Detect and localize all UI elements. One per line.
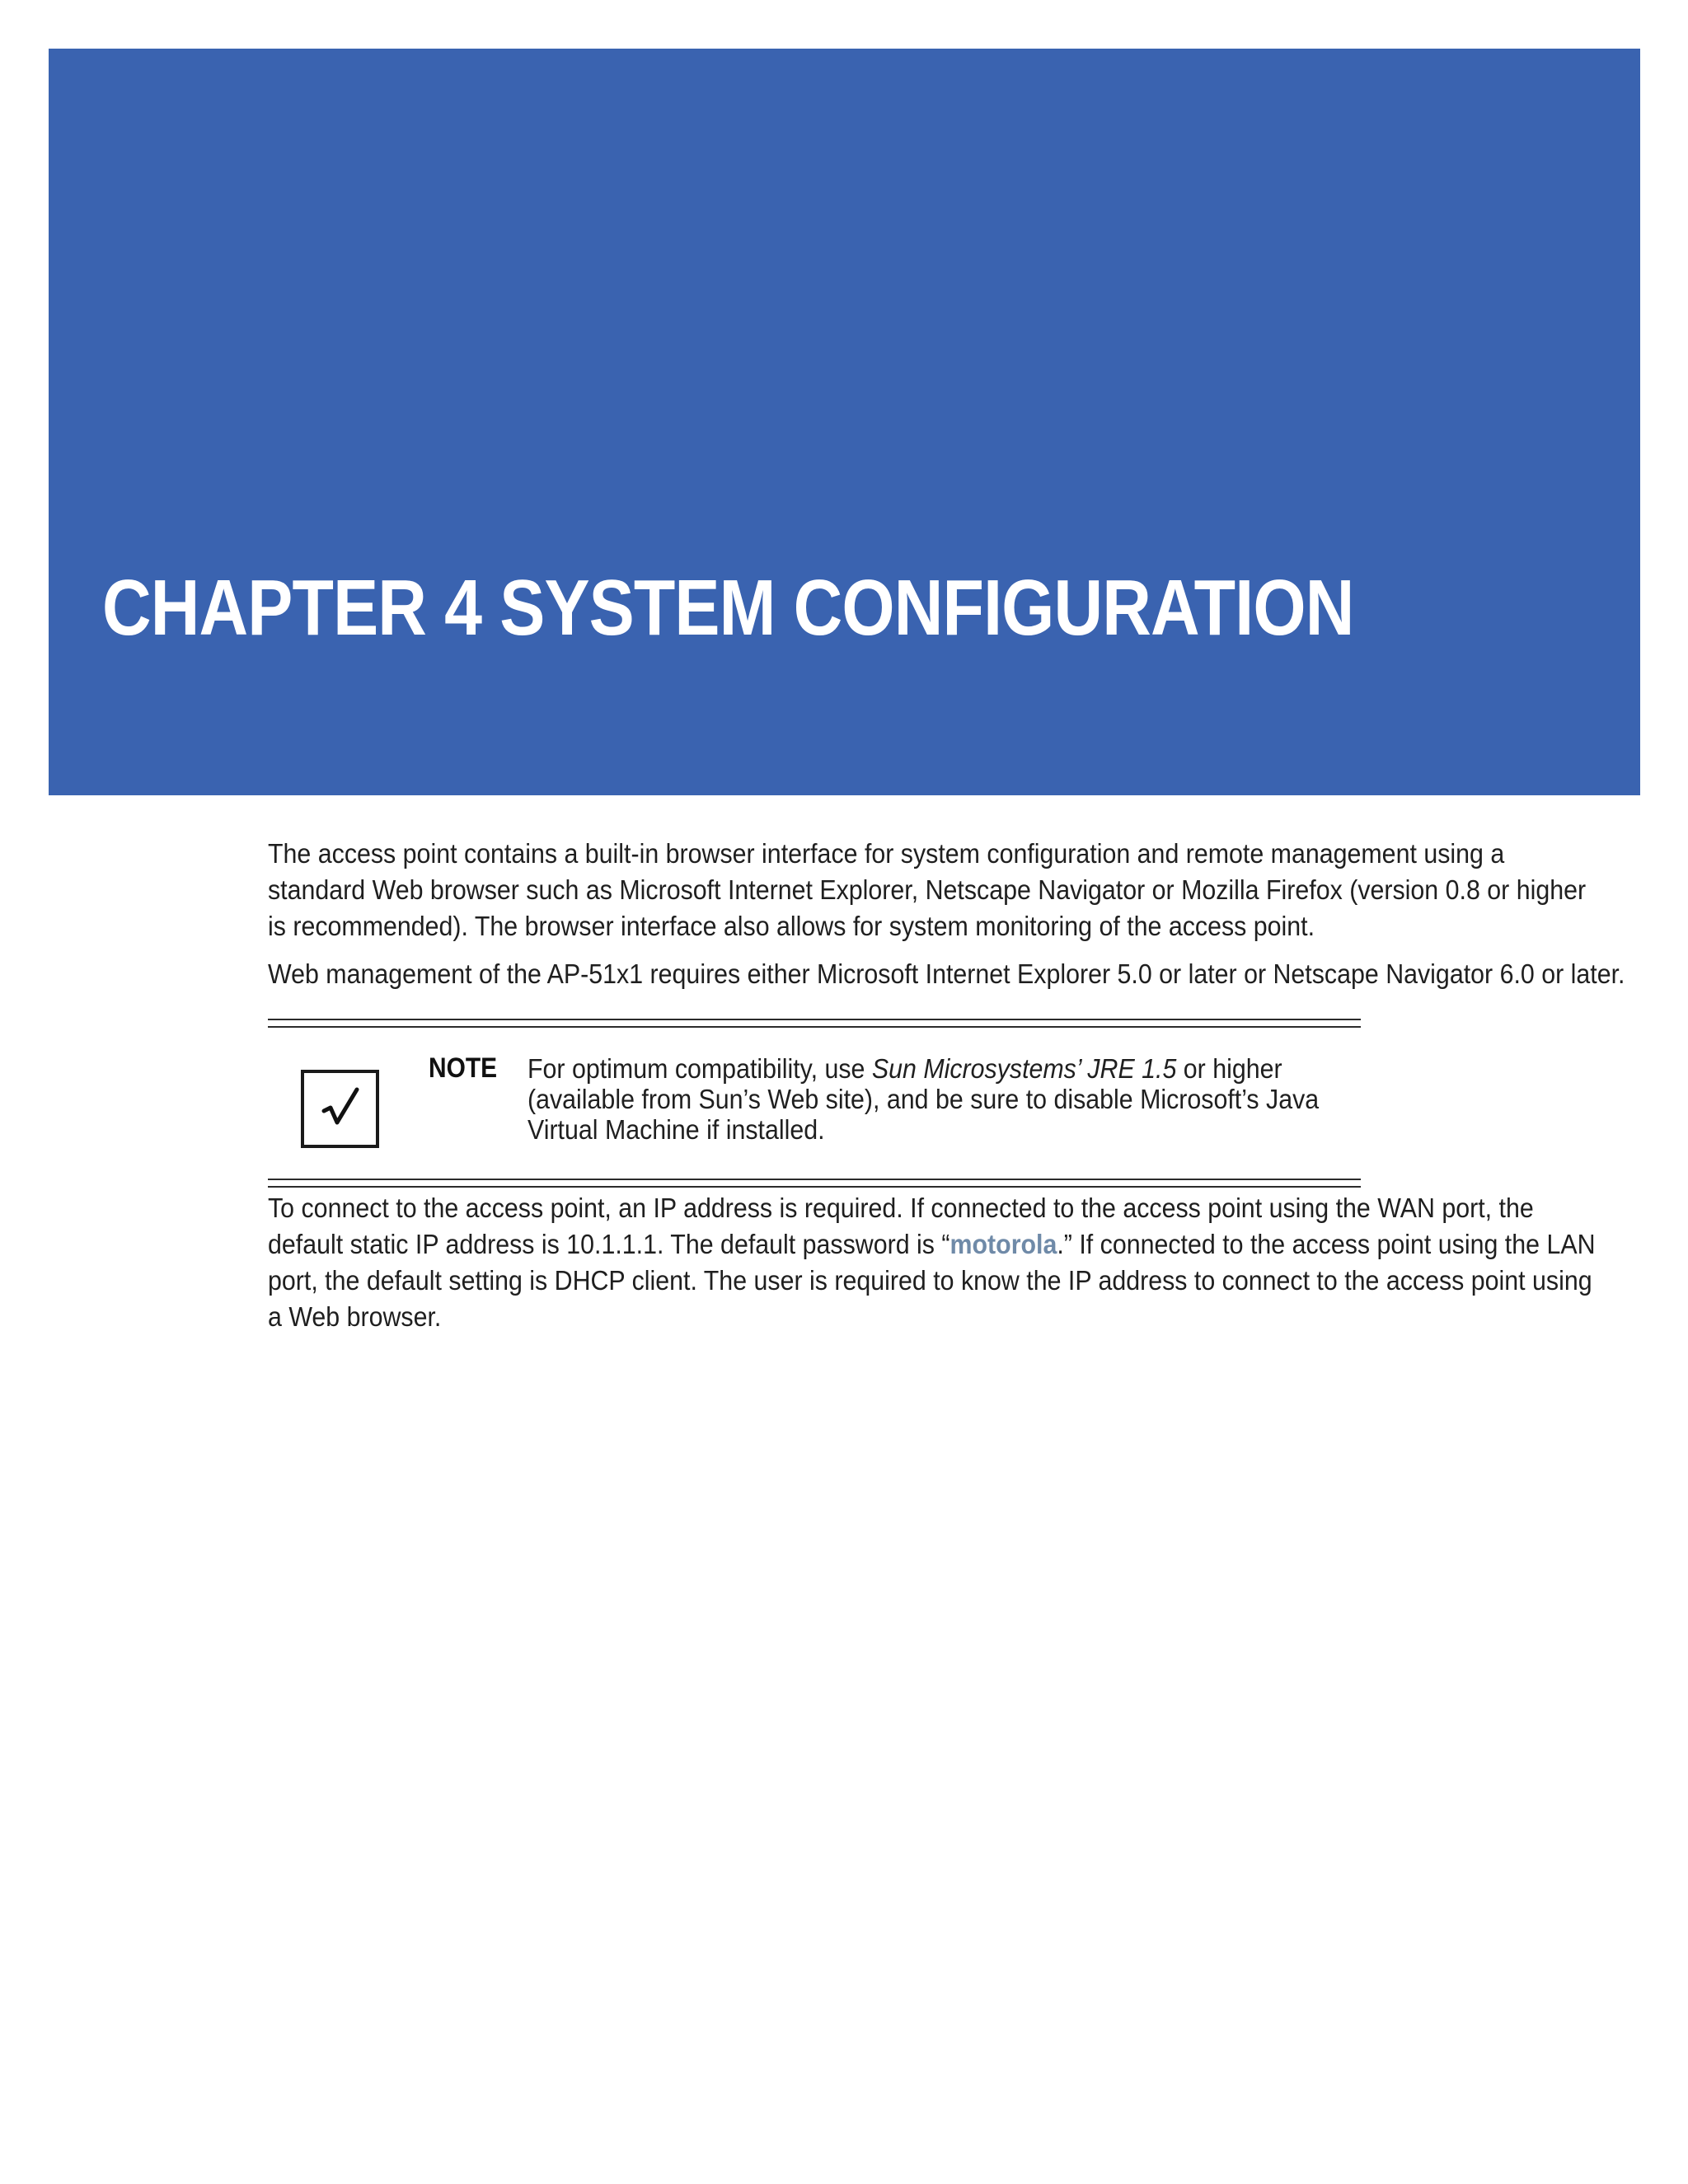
default-password: motorola [950, 1229, 1057, 1259]
connect-paragraph [268, 1190, 1602, 1335]
note-text-after: or higher (available from Sun’s Web site), and be sure to disable Microsoft’s Java Virtual Machine if installed. [528, 1053, 1320, 1145]
note-top-rule-inner [268, 1026, 1361, 1028]
intro-paragraph-2: Web management of the AP-51x1 requires either Microsoft Internet Explorer 5.0 or later or Netscape Navigator 6.0 or later. [268, 958, 1625, 989]
intro-paragraph-1: The access point contains a built-in browser interface for system configuration and remote management using a standard Web browser such as Microsoft Internet Explorer, Netscape Navigator or Mozilla Firefox (version 0.8 or higher is recommended). The browser interface also allows for system monitoring of the access point. [268, 838, 1587, 941]
note-bottom-rule [268, 1179, 1361, 1180]
connect-text-before: To connect to the access point, an IP address is required. If connected to the access point using the WAN port, the default static IP address is 10.1.1.1. The default password is “ [268, 1193, 1534, 1259]
note-text-italic: Sun Microsystems’ JRE 1.5 [871, 1053, 1177, 1084]
note-text-before: For optimum compatibility, use [528, 1053, 872, 1084]
connect-text-after: .” If connected to the access point using the LAN port, the default setting is DHCP client. The user is required to know the IP address to connect to the access point using a Web browser. [268, 1229, 1596, 1332]
note-text [528, 1053, 1331, 1145]
note-label: NOTE [429, 1052, 498, 1084]
chapter-banner [49, 49, 1640, 795]
note-top-rule [268, 1019, 1361, 1020]
chapter-title: CHAPTER 4 SYSTEM CONFIGURATION [102, 564, 1354, 652]
note-bottom-rule-inner [268, 1186, 1361, 1188]
checkmark-icon [301, 1070, 379, 1148]
checkmark-glyph [316, 1085, 365, 1134]
